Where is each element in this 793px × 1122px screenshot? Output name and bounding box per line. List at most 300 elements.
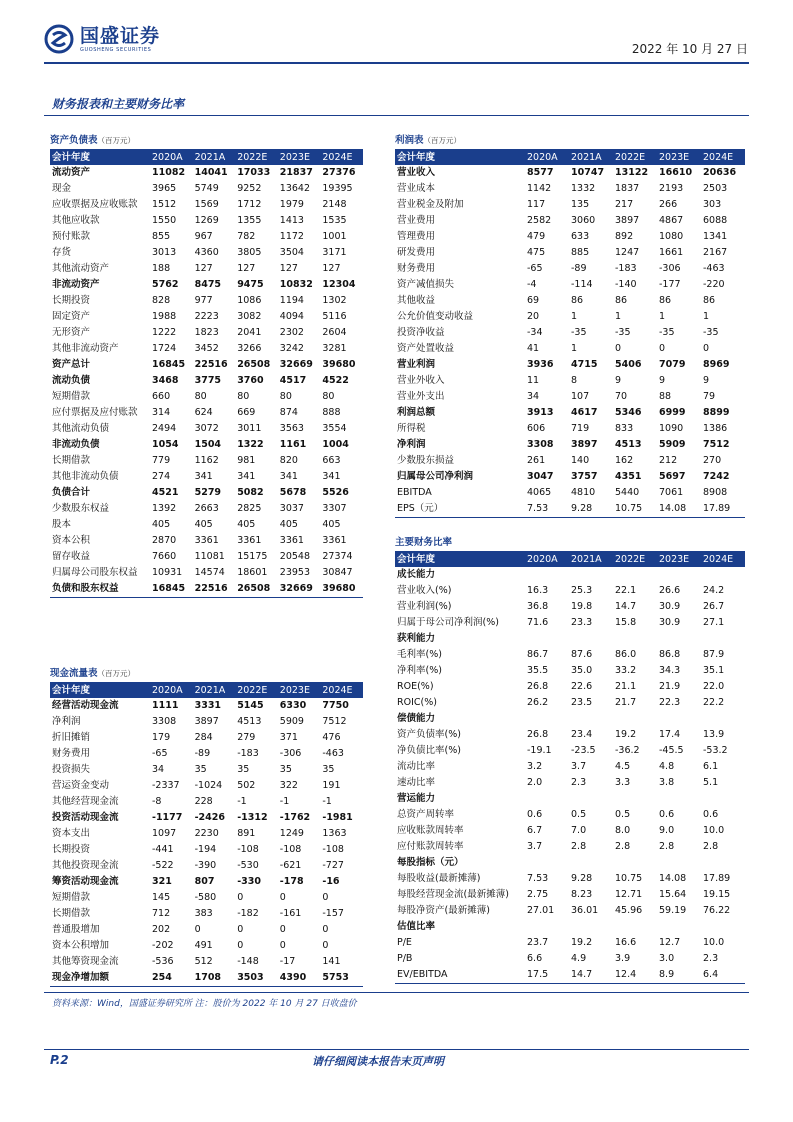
- row-value: 41: [527, 343, 540, 354]
- row-label: 净利润: [52, 716, 81, 727]
- row-label: 资本支出: [52, 828, 91, 839]
- row-value: -2426: [194, 812, 225, 823]
- table-row: [395, 855, 745, 871]
- row-value: 3308: [527, 439, 554, 450]
- row-value: 782: [237, 231, 256, 242]
- row-value: 0.5: [571, 809, 587, 820]
- row-value: 188: [152, 263, 171, 274]
- row-value: 3897: [571, 439, 598, 450]
- row-value: 17033: [237, 167, 271, 178]
- table-row: [50, 549, 363, 565]
- source-divider: [44, 992, 749, 993]
- header-year: 2021A: [194, 685, 226, 696]
- row-value: -4: [527, 279, 537, 290]
- row-value: 606: [527, 423, 546, 434]
- row-value: 127: [194, 263, 213, 274]
- row-label: 应收账款周转率: [397, 825, 464, 836]
- row-value: 39680: [322, 583, 356, 594]
- row-value: 69: [527, 295, 540, 306]
- header-label: 会计年度: [397, 554, 436, 565]
- row-value: 1142: [527, 183, 552, 194]
- row-value: 0.6: [703, 809, 719, 820]
- header-year: 2023E: [659, 554, 690, 565]
- row-label: 估值比率: [397, 921, 436, 932]
- row-value: -1981: [322, 812, 353, 823]
- row-label: 应付票据及应付账款: [52, 407, 138, 418]
- row-label: 长期借款: [52, 455, 91, 466]
- row-value: 10.0: [703, 825, 725, 836]
- header-year: 2022E: [615, 152, 646, 163]
- row-value: 7750: [322, 700, 349, 711]
- row-value: -194: [194, 844, 217, 855]
- row-value: 13.9: [703, 729, 725, 740]
- row-value: -522: [152, 860, 174, 871]
- row-value: 5697: [659, 471, 686, 482]
- row-value: 14041: [194, 167, 228, 178]
- row-value: 4617: [571, 407, 598, 418]
- row-value: 7.53: [527, 873, 549, 884]
- row-value: 22.3: [659, 697, 681, 708]
- row-value: 3913: [527, 407, 554, 418]
- row-value: 4.9: [571, 953, 587, 964]
- row-value: 3266: [237, 343, 262, 354]
- row-value: -157: [322, 908, 344, 919]
- row-value: 4517: [279, 375, 307, 386]
- row-value: 80: [194, 391, 207, 402]
- row-value: 0: [279, 892, 286, 903]
- row-value: 0: [279, 940, 286, 951]
- row-label: 净利润: [397, 439, 426, 450]
- row-value: [569, 711, 613, 727]
- row-value: 1001: [322, 231, 347, 242]
- row-value: 21837: [279, 167, 313, 178]
- row-value: 2.0: [527, 777, 543, 788]
- row-value: 30.9: [659, 601, 681, 612]
- row-value: 7.53: [527, 503, 549, 514]
- row-label: 所得税: [397, 423, 426, 434]
- header-year: 2022E: [615, 554, 646, 565]
- row-label: 现金: [52, 183, 72, 194]
- table-title-text: 主要财务比率: [395, 537, 453, 548]
- row-value: 3011: [237, 423, 262, 434]
- row-value: 5749: [194, 183, 219, 194]
- row-label: 净负债比率(%): [397, 745, 461, 756]
- row-value: 1535: [322, 215, 347, 226]
- row-value: 1823: [194, 327, 219, 338]
- row-value: -65: [152, 748, 168, 759]
- row-value: 885: [571, 247, 590, 258]
- row-value: 212: [659, 455, 678, 466]
- table-row: [395, 647, 745, 663]
- row-value: 5082: [237, 487, 264, 498]
- table-header-row: [50, 150, 363, 165]
- row-value: 341: [322, 471, 341, 482]
- table-row: [50, 746, 363, 762]
- row-value: 5526: [322, 487, 349, 498]
- row-value: 7512: [322, 716, 347, 727]
- header-year: 2020A: [527, 152, 558, 163]
- row-label: 其他应收款: [52, 215, 100, 226]
- row-value: 23.3: [571, 617, 593, 628]
- row-value: [525, 711, 569, 727]
- row-label: 每股净资产(最新摊薄): [397, 905, 490, 916]
- row-label: 资产处置收益: [397, 343, 455, 354]
- row-value: 26508: [237, 359, 271, 370]
- row-value: -8: [152, 796, 162, 807]
- table-row: [395, 501, 745, 517]
- row-value: 145: [152, 892, 171, 903]
- row-value: 34: [527, 391, 540, 402]
- row-label: 长期投资: [52, 844, 91, 855]
- row-label: 股本: [52, 519, 72, 530]
- row-value: 14.08: [659, 503, 687, 514]
- row-label: 非流动负债: [52, 439, 100, 450]
- row-value: 2193: [659, 183, 684, 194]
- row-label: 营运能力: [397, 793, 436, 804]
- row-value: 2148: [322, 199, 347, 210]
- table-row: [50, 261, 363, 277]
- row-value: 2.75: [527, 889, 549, 900]
- row-value: 162: [615, 455, 634, 466]
- row-value: 179: [152, 732, 171, 743]
- row-label: 归属母公司股东权益: [52, 567, 138, 578]
- row-value: 12.71: [615, 889, 643, 900]
- row-label: P/E: [397, 937, 412, 948]
- table-row: [395, 615, 745, 631]
- row-value: 9: [659, 375, 666, 386]
- row-value: 405: [322, 519, 341, 530]
- row-label: 管理费用: [397, 231, 436, 242]
- row-label: P/B: [397, 953, 413, 964]
- header-year: 2022E: [237, 685, 268, 696]
- row-label: EBITDA: [397, 487, 432, 498]
- row-value: 5346: [615, 407, 642, 418]
- row-label: 其他收益: [397, 295, 436, 306]
- header-year: 2021A: [571, 554, 602, 565]
- row-label: 其他流动负债: [52, 423, 110, 434]
- row-label: 每股收益(最新摊薄): [397, 873, 481, 884]
- row-value: 0.6: [527, 809, 543, 820]
- row-label: 其他筹资现金流: [52, 956, 119, 967]
- row-value: [701, 567, 745, 583]
- row-value: -1: [279, 796, 290, 807]
- row-value: 12.7: [659, 937, 681, 948]
- row-label: 短期借款: [52, 391, 91, 402]
- row-value: 2494: [152, 423, 177, 434]
- row-value: 3361: [194, 535, 219, 546]
- row-label: 短期借款: [52, 892, 91, 903]
- section-title: 财务报表和主要财务比率: [52, 97, 185, 111]
- row-value: -463: [703, 263, 725, 274]
- row-value: 87.6: [571, 649, 593, 660]
- table-row: [395, 775, 745, 791]
- table-row: [395, 951, 745, 967]
- row-value: 3897: [615, 215, 640, 226]
- row-label: 长期投资: [52, 295, 91, 306]
- row-value: 26.8: [527, 681, 549, 692]
- row-value: 719: [571, 423, 590, 434]
- table-row: [50, 581, 363, 597]
- table-row: [395, 341, 745, 357]
- row-value: 3504: [279, 247, 304, 258]
- row-value: -53.2: [703, 745, 728, 756]
- row-value: 3.3: [615, 777, 631, 788]
- row-label: 归属母公司净利润: [397, 471, 474, 482]
- row-value: 3308: [152, 716, 177, 727]
- row-value: 1341: [703, 231, 728, 242]
- row-value: [701, 631, 745, 647]
- row-value: 1086: [237, 295, 262, 306]
- row-value: 2230: [194, 828, 219, 839]
- row-value: 341: [279, 471, 298, 482]
- table-row: [395, 181, 745, 197]
- row-value: -19.1: [527, 745, 552, 756]
- row-value: 27374: [322, 551, 353, 562]
- row-value: 3.7: [571, 761, 587, 772]
- section-divider: [44, 115, 749, 116]
- table-row: [395, 453, 745, 469]
- row-value: 35: [237, 764, 250, 775]
- row-value: -35: [615, 327, 631, 338]
- row-value: -140: [615, 279, 637, 290]
- row-value: 512: [194, 956, 213, 967]
- row-value: 633: [571, 231, 590, 242]
- table-row: [50, 954, 363, 970]
- row-value: 4513: [615, 439, 642, 450]
- row-value: [701, 791, 745, 807]
- row-value: 405: [237, 519, 256, 530]
- table-row: [50, 565, 363, 581]
- row-label: ROIC(%): [397, 697, 437, 708]
- row-label: 投资净收益: [397, 327, 445, 338]
- row-value: 17.89: [703, 873, 731, 884]
- row-value: 1363: [322, 828, 347, 839]
- row-value: 14574: [194, 567, 225, 578]
- row-label: 营业收入(%): [397, 585, 452, 596]
- table-row: [395, 405, 745, 421]
- row-value: 833: [615, 423, 634, 434]
- row-value: 22.0: [703, 681, 725, 692]
- row-label: 预付账款: [52, 231, 91, 242]
- row-value: 669: [237, 407, 256, 418]
- row-value: 86: [615, 295, 628, 306]
- row-value: 3171: [322, 247, 347, 258]
- row-value: 86.7: [527, 649, 549, 660]
- row-value: [657, 631, 701, 647]
- row-value: 5440: [615, 487, 640, 498]
- row-value: 15.64: [659, 889, 687, 900]
- row-value: 8: [571, 375, 578, 386]
- row-value: 1194: [279, 295, 304, 306]
- row-value: 107: [571, 391, 590, 402]
- row-value: [613, 631, 657, 647]
- row-value: 8577: [527, 167, 554, 178]
- row-value: -727: [322, 860, 344, 871]
- row-label: 利润总额: [397, 407, 436, 418]
- row-label: 获利能力: [397, 633, 436, 644]
- row-value: 5406: [615, 359, 642, 370]
- row-value: [613, 567, 657, 583]
- table-unit: （百万元）: [97, 669, 136, 678]
- row-label: 非流动资产: [52, 279, 100, 290]
- row-value: 32669: [279, 359, 313, 370]
- row-label: 投资活动现金流: [52, 812, 119, 823]
- row-value: 4065: [527, 487, 552, 498]
- row-value: 0: [279, 924, 286, 935]
- row-value: 1222: [152, 327, 177, 338]
- row-value: 21.7: [615, 697, 637, 708]
- row-value: 3.7: [527, 841, 543, 852]
- row-value: -183: [615, 263, 637, 274]
- row-value: 80: [322, 391, 335, 402]
- row-value: 86: [659, 295, 672, 306]
- row-value: 1504: [194, 439, 222, 450]
- row-value: 6.7: [527, 825, 543, 836]
- row-value: 141: [322, 956, 341, 967]
- table-row: [395, 357, 745, 373]
- row-value: 2302: [279, 327, 304, 338]
- row-value: 19.8: [571, 601, 593, 612]
- row-value: 7660: [152, 551, 177, 562]
- row-value: 127: [279, 263, 298, 274]
- row-value: 405: [152, 519, 171, 530]
- row-value: 1111: [152, 700, 179, 711]
- row-value: 479: [527, 231, 546, 242]
- row-value: 19.2: [571, 937, 593, 948]
- header-label: 会计年度: [397, 152, 436, 163]
- row-value: 4715: [571, 359, 598, 370]
- row-value: 1569: [194, 199, 219, 210]
- row-value: 3.0: [659, 953, 675, 964]
- row-value: -536: [152, 956, 174, 967]
- row-value: 86.0: [615, 649, 637, 660]
- row-value: 3361: [322, 535, 347, 546]
- row-value: 10.75: [615, 873, 643, 884]
- row-value: 1269: [194, 215, 219, 226]
- row-value: 2167: [703, 247, 728, 258]
- row-value: 4360: [194, 247, 219, 258]
- row-value: 3361: [279, 535, 304, 546]
- row-value: 3760: [237, 375, 264, 386]
- row-value: 303: [703, 199, 722, 210]
- table-title: [395, 536, 745, 552]
- row-value: 17.5: [527, 969, 549, 980]
- table-row: [50, 357, 363, 373]
- row-value: 9: [703, 375, 710, 386]
- source-note: 资料来源：Wind，国盛证券研究所 注：股价为 2022 年 10 月 27 日收盘价: [52, 999, 357, 1009]
- row-value: 17.89: [703, 503, 731, 514]
- row-value: 30847: [322, 567, 353, 578]
- row-value: 1979: [279, 199, 304, 210]
- row-value: 17.4: [659, 729, 681, 740]
- row-value: 8475: [194, 279, 222, 290]
- row-value: 2582: [527, 215, 552, 226]
- header-label: 会计年度: [52, 685, 91, 696]
- row-value: 20: [527, 311, 540, 322]
- table-row: [395, 791, 745, 807]
- table-title-text: 资产负债表: [50, 135, 98, 146]
- row-value: 88: [659, 391, 672, 402]
- row-value: 1247: [615, 247, 640, 258]
- row-label: 财务费用: [52, 748, 91, 759]
- table-row: [50, 165, 363, 181]
- row-value: 3452: [194, 343, 219, 354]
- row-value: 2041: [237, 327, 262, 338]
- row-value: 874: [279, 407, 298, 418]
- row-value: 891: [237, 828, 256, 839]
- table-unit: （百万元）: [97, 136, 136, 145]
- row-value: -35: [703, 327, 719, 338]
- row-value: -182: [237, 908, 259, 919]
- row-value: 7.0: [571, 825, 587, 836]
- row-label: 现金净增加额: [52, 972, 110, 983]
- row-value: -108: [322, 844, 344, 855]
- row-value: [569, 631, 613, 647]
- row-value: 15175: [237, 551, 268, 562]
- row-value: -36.2: [615, 745, 640, 756]
- row-value: 502: [237, 780, 256, 791]
- row-label: EPS（元）: [397, 503, 444, 514]
- row-value: [701, 855, 745, 871]
- row-value: -1762: [279, 812, 311, 823]
- table-row: [395, 663, 745, 679]
- row-value: 10.75: [615, 503, 643, 514]
- header-year: 2020A: [152, 152, 183, 163]
- row-value: [525, 567, 569, 583]
- row-label: 营业外收入: [397, 375, 445, 386]
- row-label: 流动资产: [52, 167, 91, 178]
- row-value: 36.8: [527, 601, 549, 612]
- row-label: 其他流动资产: [52, 263, 110, 274]
- row-value: 26.6: [659, 585, 681, 596]
- row-value: 3775: [194, 375, 222, 386]
- row-value: 8.9: [659, 969, 675, 980]
- row-value: [525, 919, 569, 935]
- table-row: [50, 762, 363, 778]
- row-value: 35: [279, 764, 292, 775]
- row-value: 8969: [703, 359, 730, 370]
- table-header-row: [50, 683, 363, 698]
- row-value: -463: [322, 748, 344, 759]
- row-value: -2337: [152, 780, 180, 791]
- table-row: [395, 437, 745, 453]
- row-value: 5116: [322, 311, 347, 322]
- row-value: [613, 791, 657, 807]
- row-value: 3.9: [615, 953, 631, 964]
- table-row: [50, 181, 363, 197]
- table-row: [395, 807, 745, 823]
- table-row: [395, 229, 745, 245]
- row-value: 4351: [615, 471, 642, 482]
- row-value: -178: [279, 876, 304, 887]
- row-value: 1: [703, 311, 710, 322]
- row-value: [657, 711, 701, 727]
- table-row: [50, 890, 363, 906]
- row-label: 公允价值变动收益: [397, 311, 474, 322]
- row-value: 4513: [237, 716, 262, 727]
- header-year: 2024E: [703, 554, 734, 565]
- row-value: 1097: [152, 828, 177, 839]
- row-value: 59.19: [659, 905, 687, 916]
- row-value: 2223: [194, 311, 219, 322]
- row-value: 9.0: [659, 825, 675, 836]
- row-value: 266: [659, 199, 678, 210]
- table-row: [50, 197, 363, 213]
- row-value: 34.3: [659, 665, 681, 676]
- row-value: 127: [322, 263, 341, 274]
- row-value: -1024: [194, 780, 223, 791]
- table-row: [395, 727, 745, 743]
